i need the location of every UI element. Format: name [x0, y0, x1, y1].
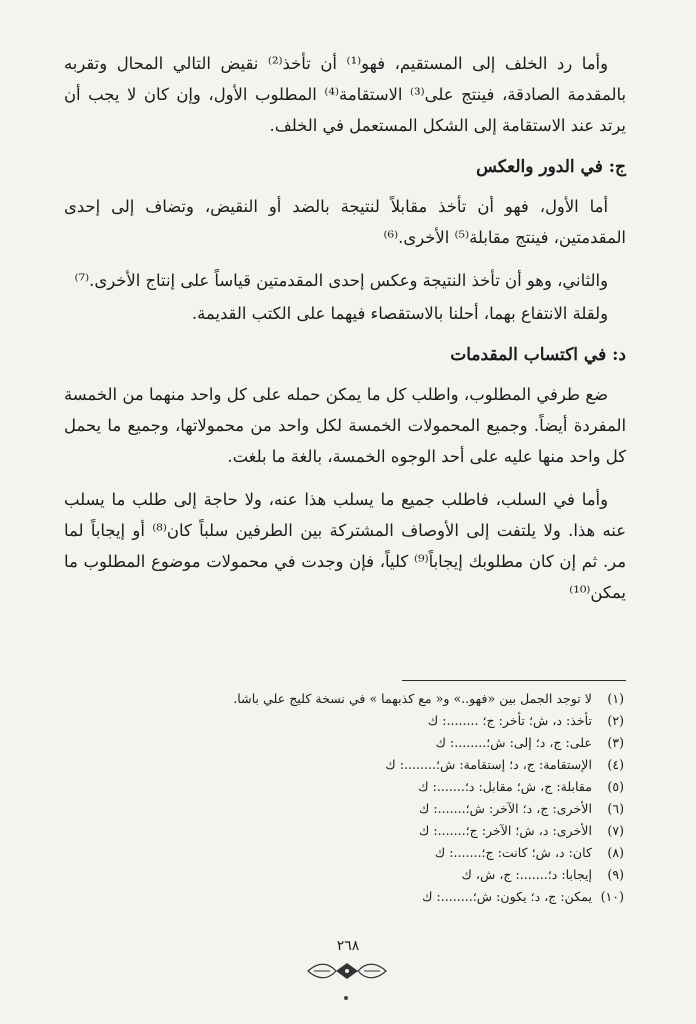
footnote-separator [402, 680, 626, 681]
section-heading: ج: في الدور والعكس [476, 157, 626, 177]
footnote-item: (٥) مقابلة: ج، ش؛ مقابل: د؛.......: ك [418, 779, 624, 794]
page-number: ٢٦٨ [336, 938, 360, 954]
footnote-item: (١) لا توجد الجمل بين «فهو..» و« مع كذبهما » في نسخة كليج علي باشا. [233, 691, 624, 706]
dot-mark [344, 996, 348, 1000]
footnote-item: (٣) على: ج، د؛ إلى: ش؛........: ك [435, 735, 624, 750]
footnote-item: (٨) كان: د، ش؛ كانت: ج؛.......: ك [434, 845, 624, 860]
footnote-item: (٦) الأخرى: ج، د؛ الآخر: ش؛.......: ك [418, 801, 624, 816]
footnote-item: (١٠) يمكن: ج، د؛ يكون: ش؛........: ك [422, 889, 624, 904]
footnote-item: (٤) الإستقامة: ج، د؛ إستقامة: ش؛........: ك [385, 757, 624, 772]
paragraph: وأما في السلب، فاطلب جميع ما يسلب هذا عنه، ولا حاجة إلى طلب ما يسلب عنه هذا. ولا يلتفت إلى الأوصاف المشتركة بين الطرفين سلباً كان⁽⁸⁾ أو إيجاباً لما مر. ثم إن كان مطلوبك إيجاباً⁽⁹⁾ كلياً، فإن وجدت في محمولات موضوع المطلوب ما يمكن⁽¹⁰⁾ [64, 490, 626, 602]
paragraph: ولقلة الانتفاع بهما، أحلنا بالاستقصاء فيهما على الكتب القديمة. [191, 304, 608, 323]
paragraph: والثاني، وهو أن تأخذ النتيجة وعكس إحدى المقدمتين قياساً على إنتاج الأخرى.⁽⁷⁾ [74, 271, 608, 290]
footnote-item: (٩) إيجابا: د؛.......: ج، ش، ك [461, 867, 624, 882]
footnotes [104, 688, 624, 908]
section-heading: د: في اكتساب المقدمات [450, 345, 626, 365]
main-text [64, 48, 626, 620]
footnote-item: (٢) تأخذ: د، ش؛ تأخر: ج؛ ........: ك [427, 713, 624, 728]
paragraph: ضع طرفي المطلوب، واطلب كل ما يمكن حمله على كل واحد منهما من الخمسة المفردة أيضاً. وجميع المحمولات الخمسة لكل واحد من محمولاتها، وجميع ما يحمل كل واحد منها عليه على أحد الوجوه الخمسة، بالغة ما بلغت. [64, 385, 626, 466]
paragraph: أما الأول، فهو أن تأخذ مقابلاً لنتيجة بالضد أو النقيض، وتضاف إلى إحدى المقدمتين، فينتج مقابلة⁽⁵⁾ الأخرى.⁽⁶⁾ [64, 197, 626, 247]
ornament-icon [304, 960, 390, 982]
paragraph: وأما رد الخلف إلى المستقيم، فهو⁽¹⁾ أن تأخذ⁽²⁾ نقيض التالي المحال وتقربه بالمقدمة الصادقة، فينتج على⁽³⁾ الاستقامة⁽⁴⁾ المطلوب الأول، وإن كان لا يجب أن يرتد عند الاستقامة إلى الشكل المستعمل في الخلف. [64, 54, 627, 135]
footnote-item: (٧) الأخرى: د، ش؛ الآخر: ج؛.......: ك [418, 823, 624, 838]
